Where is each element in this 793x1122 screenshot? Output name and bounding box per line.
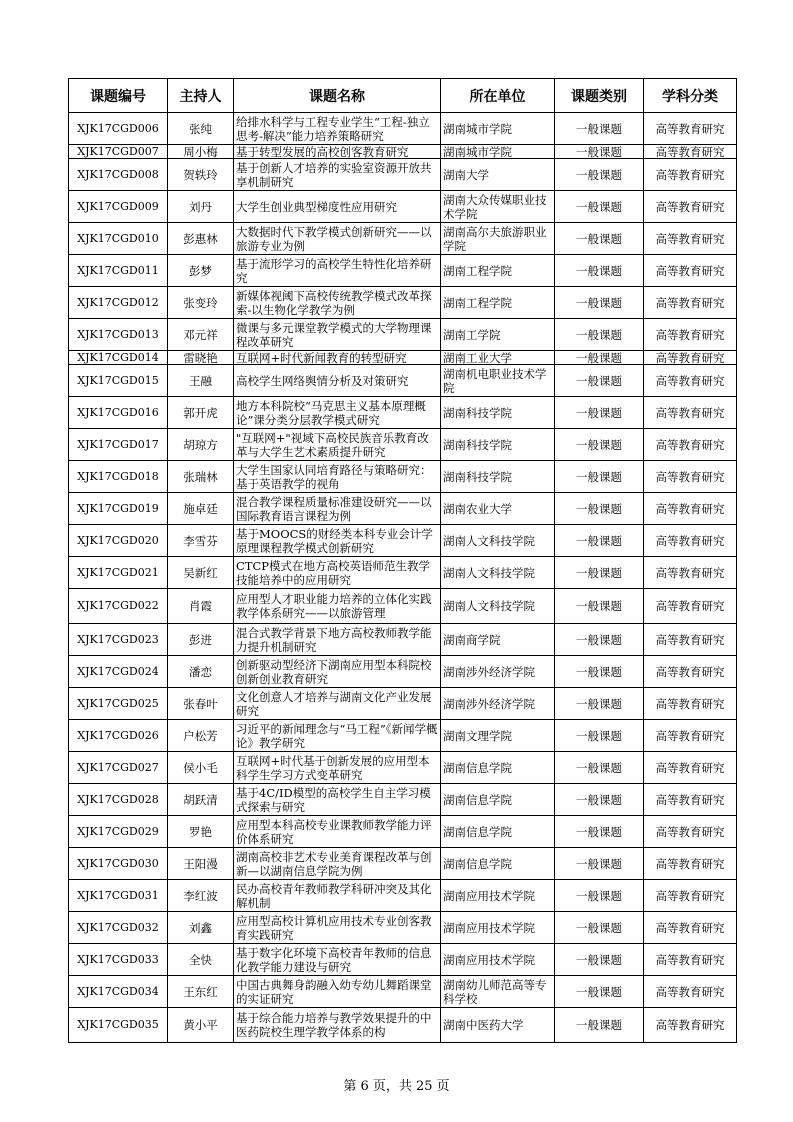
cell-discipline: 高等教育研究	[644, 880, 737, 912]
cell-title: 混合教学课程质量标准建设研究——以国际教育语言课程为例	[234, 493, 441, 525]
cell-unit: 湖南幼儿师范高等专科学校	[441, 976, 555, 1008]
cell-unit: 湖南涉外经济学院	[441, 656, 555, 688]
cell-code: XJK17CGD014	[69, 351, 168, 365]
cell-title: 基于数字化环境下高校青年教师的信息化教学能力建设与研究	[234, 944, 441, 976]
table-row	[69, 255, 737, 287]
cell-unit: 湖南高尔夫旅游职业学院	[441, 223, 555, 255]
table-row	[69, 191, 737, 223]
cell-unit: 湖南涉外经济学院	[441, 688, 555, 720]
table-row	[69, 113, 737, 145]
cell-title: 湖南高校非艺术专业美育课程改革与创新—以湖南信息学院为例	[234, 848, 441, 880]
cell-unit: 湖南人文科技学院	[441, 525, 555, 557]
table-row	[69, 880, 737, 912]
table-row	[69, 752, 737, 784]
cell-title: 基于MOOCS的财经类本科专业会计学原理课程教学模式创新研究	[234, 525, 441, 557]
cell-unit: 湖南应用技术学院	[441, 880, 555, 912]
cell-discipline: 高等教育研究	[644, 397, 737, 429]
cell-title: 应用型人才职业能力培养的立体化实践教学体系研究——以旅游管理	[234, 589, 441, 624]
cell-title: 基于创新人才培养的实验室资源开放共享机制研究	[234, 159, 441, 191]
cell-code: XJK17CGD034	[69, 976, 168, 1008]
cell-category: 一般课题	[555, 145, 644, 159]
cell-discipline: 高等教育研究	[644, 752, 737, 784]
cell-unit: 湖南机电职业技术学院	[441, 365, 555, 397]
cell-code: XJK17CGD010	[69, 223, 168, 255]
cell-host: 胡琼方	[168, 429, 234, 461]
cell-category: 一般课题	[555, 624, 644, 656]
cell-code: XJK17CGD017	[69, 429, 168, 461]
table-row	[69, 688, 737, 720]
cell-host: 王阳漫	[168, 848, 234, 880]
cell-category: 一般课题	[555, 397, 644, 429]
table-row	[69, 784, 737, 816]
header-code: 课题编号	[69, 79, 168, 113]
table-row	[69, 944, 737, 976]
table-row	[69, 493, 737, 525]
cell-host: 张变玲	[168, 287, 234, 319]
cell-host: 潘恋	[168, 656, 234, 688]
table-row	[69, 848, 737, 880]
cell-host: 肖霞	[168, 589, 234, 624]
cell-code: XJK17CGD020	[69, 525, 168, 557]
table-row	[69, 624, 737, 656]
cell-code: XJK17CGD009	[69, 191, 168, 223]
cell-unit: 湖南中医药大学	[441, 1008, 555, 1043]
cell-title: 应用型高校计算机应用技术专业创客教育实践研究	[234, 912, 441, 944]
header-host: 主持人	[168, 79, 234, 113]
cell-unit: 湖南信息学院	[441, 784, 555, 816]
cell-code: XJK17CGD035	[69, 1008, 168, 1043]
cell-unit: 湖南工业大学	[441, 351, 555, 365]
cell-host: 侯小毛	[168, 752, 234, 784]
cell-discipline: 高等教育研究	[644, 912, 737, 944]
cell-code: XJK17CGD028	[69, 784, 168, 816]
cell-host: 彭梦	[168, 255, 234, 287]
cell-host: 全快	[168, 944, 234, 976]
cell-code: XJK17CGD006	[69, 113, 168, 145]
cell-host: 刘鑫	[168, 912, 234, 944]
cell-title: "互联网+"视域下高校民族音乐教育改革与大学生艺术素质提升研究	[234, 429, 441, 461]
cell-unit: 湖南大众传媒职业技术学院	[441, 191, 555, 223]
project-table-container	[68, 78, 736, 1043]
cell-discipline: 高等教育研究	[644, 461, 737, 493]
cell-code: XJK17CGD022	[69, 589, 168, 624]
cell-category: 一般课题	[555, 720, 644, 752]
table-row	[69, 557, 737, 589]
cell-category: 一般课题	[555, 656, 644, 688]
cell-category: 一般课题	[555, 1008, 644, 1043]
cell-title: 地方本科院校“马克思主义基本原理概论”课分类分层教学模式研究	[234, 397, 441, 429]
cell-unit: 湖南应用技术学院	[441, 944, 555, 976]
cell-unit: 湖南人文科技学院	[441, 589, 555, 624]
cell-category: 一般课题	[555, 429, 644, 461]
cell-code: XJK17CGD030	[69, 848, 168, 880]
table-header-row	[69, 79, 737, 113]
cell-code: XJK17CGD012	[69, 287, 168, 319]
cell-unit: 湖南城市学院	[441, 113, 555, 145]
cell-category: 一般课题	[555, 688, 644, 720]
cell-discipline: 高等教育研究	[644, 720, 737, 752]
table-row	[69, 656, 737, 688]
table-row	[69, 589, 737, 624]
header-category: 课题类别	[555, 79, 644, 113]
cell-title: 混合式教学背景下地方高校教师教学能力提升机制研究	[234, 624, 441, 656]
cell-title: 新媒体视阈下高校传统教学模式改革探索-以生物化学教学为例	[234, 287, 441, 319]
cell-code: XJK17CGD026	[69, 720, 168, 752]
table-row	[69, 223, 737, 255]
cell-code: XJK17CGD033	[69, 944, 168, 976]
cell-host: 张春叶	[168, 688, 234, 720]
cell-code: XJK17CGD016	[69, 397, 168, 429]
cell-discipline: 高等教育研究	[644, 589, 737, 624]
cell-host: 贺轶玲	[168, 159, 234, 191]
cell-host: 王融	[168, 365, 234, 397]
table-row	[69, 912, 737, 944]
cell-title: 互联网+时代新闻教育的转型研究	[234, 351, 441, 365]
cell-unit: 湖南工程学院	[441, 255, 555, 287]
cell-code: XJK17CGD029	[69, 816, 168, 848]
cell-unit: 湖南商学院	[441, 624, 555, 656]
table-row	[69, 525, 737, 557]
cell-category: 一般课题	[555, 365, 644, 397]
cell-unit: 湖南文理学院	[441, 720, 555, 752]
cell-unit: 湖南大学	[441, 159, 555, 191]
cell-title: 大学生国家认同培育路径与策略研究：基于英语教学的视角	[234, 461, 441, 493]
cell-unit: 湖南应用技术学院	[441, 912, 555, 944]
cell-title: 大数据时代下教学模式创新研究——以旅游专业为例	[234, 223, 441, 255]
cell-category: 一般课题	[555, 752, 644, 784]
cell-host: 彭进	[168, 624, 234, 656]
cell-host: 吴新红	[168, 557, 234, 589]
header-title: 课题名称	[234, 79, 441, 113]
cell-title: 应用型本科高校专业课教师教学能力评价体系研究	[234, 816, 441, 848]
cell-host: 胡跃清	[168, 784, 234, 816]
table-row	[69, 976, 737, 1008]
cell-host: 户松芳	[168, 720, 234, 752]
cell-host: 张纯	[168, 113, 234, 145]
cell-title: 基于4C/ID模型的高校学生自主学习模式探索与研究	[234, 784, 441, 816]
cell-discipline: 高等教育研究	[644, 525, 737, 557]
cell-host: 刘丹	[168, 191, 234, 223]
cell-category: 一般课题	[555, 912, 644, 944]
cell-discipline: 高等教育研究	[644, 976, 737, 1008]
cell-host: 郭开虎	[168, 397, 234, 429]
cell-title: 高校学生网络舆情分析及对策研究	[234, 365, 441, 397]
cell-category: 一般课题	[555, 589, 644, 624]
cell-category: 一般课题	[555, 557, 644, 589]
cell-unit: 湖南农业大学	[441, 493, 555, 525]
table-row	[69, 816, 737, 848]
cell-discipline: 高等教育研究	[644, 113, 737, 145]
cell-title: 给排水科学与工程专业学生“工程-独立思考-解决”能力培养策略研究	[234, 113, 441, 145]
cell-code: XJK17CGD025	[69, 688, 168, 720]
cell-title: 基于转型发展的高校创客教育研究	[234, 145, 441, 159]
cell-host: 周小梅	[168, 145, 234, 159]
cell-code: XJK17CGD018	[69, 461, 168, 493]
cell-discipline: 高等教育研究	[644, 493, 737, 525]
cell-title: 文化创意人才培养与湖南文化产业发展研究	[234, 688, 441, 720]
table-row	[69, 287, 737, 319]
cell-discipline: 高等教育研究	[644, 429, 737, 461]
cell-discipline: 高等教育研究	[644, 784, 737, 816]
table-row	[69, 720, 737, 752]
cell-unit: 湖南人文科技学院	[441, 557, 555, 589]
cell-unit: 湖南城市学院	[441, 145, 555, 159]
cell-title: CTCP模式在地方高校英语师范生教学技能培养中的应用研究	[234, 557, 441, 589]
cell-host: 雷晓艳	[168, 351, 234, 365]
cell-discipline: 高等教育研究	[644, 255, 737, 287]
cell-discipline: 高等教育研究	[644, 848, 737, 880]
cell-discipline: 高等教育研究	[644, 159, 737, 191]
cell-code: XJK17CGD032	[69, 912, 168, 944]
cell-category: 一般课题	[555, 461, 644, 493]
cell-unit: 湖南信息学院	[441, 752, 555, 784]
cell-category: 一般课题	[555, 944, 644, 976]
cell-discipline: 高等教育研究	[644, 624, 737, 656]
cell-host: 张瑞林	[168, 461, 234, 493]
cell-host: 彭惠林	[168, 223, 234, 255]
cell-title: 大学生创业典型梯度性应用研究	[234, 191, 441, 223]
cell-unit: 湖南工程学院	[441, 287, 555, 319]
cell-discipline: 高等教育研究	[644, 557, 737, 589]
cell-title: 创新驱动型经济下湖南应用型本科院校创新创业教育研究	[234, 656, 441, 688]
table-row	[69, 1008, 737, 1043]
cell-discipline: 高等教育研究	[644, 191, 737, 223]
table-row	[69, 461, 737, 493]
cell-discipline: 高等教育研究	[644, 319, 737, 351]
cell-category: 一般课题	[555, 848, 644, 880]
table-row	[69, 429, 737, 461]
page-footer: 第 6 页，共 25 页	[343, 1079, 450, 1094]
cell-title: 互联网+时代基于创新发展的应用型本科学生学习方式变革研究	[234, 752, 441, 784]
table-row	[69, 351, 737, 365]
header-discipline: 学科分类	[644, 79, 737, 113]
cell-category: 一般课题	[555, 255, 644, 287]
table-row	[69, 159, 737, 191]
cell-title: 微课与多元课堂教学模式的大学物理课程改革研究	[234, 319, 441, 351]
table-row	[69, 397, 737, 429]
cell-code: XJK17CGD031	[69, 880, 168, 912]
cell-code: XJK17CGD019	[69, 493, 168, 525]
cell-code: XJK17CGD015	[69, 365, 168, 397]
cell-category: 一般课题	[555, 159, 644, 191]
cell-unit: 湖南信息学院	[441, 816, 555, 848]
cell-title: 基于综合能力培养与教学效果提升的中医药院校生理学教学体系的构	[234, 1008, 441, 1043]
cell-unit: 湖南科技学院	[441, 397, 555, 429]
cell-title: 习近平的新闻理念与“马工程”《新闻学概论》教学研究	[234, 720, 441, 752]
cell-code: XJK17CGD007	[69, 145, 168, 159]
cell-host: 邓元祥	[168, 319, 234, 351]
cell-unit: 湖南信息学院	[441, 848, 555, 880]
project-table	[68, 78, 737, 1043]
cell-category: 一般课题	[555, 784, 644, 816]
cell-code: XJK17CGD011	[69, 255, 168, 287]
cell-discipline: 高等教育研究	[644, 656, 737, 688]
cell-code: XJK17CGD013	[69, 319, 168, 351]
cell-discipline: 高等教育研究	[644, 223, 737, 255]
cell-title: 民办高校青年教师教学科研冲突及其化解机制	[234, 880, 441, 912]
cell-title: 中国古典舞身韵融入幼专幼儿舞蹈课堂的实证研究	[234, 976, 441, 1008]
cell-unit: 湖南科技学院	[441, 429, 555, 461]
table-row	[69, 319, 737, 351]
cell-host: 王东红	[168, 976, 234, 1008]
cell-unit: 湖南工学院	[441, 319, 555, 351]
cell-discipline: 高等教育研究	[644, 688, 737, 720]
cell-category: 一般课题	[555, 223, 644, 255]
cell-discipline: 高等教育研究	[644, 351, 737, 365]
cell-category: 一般课题	[555, 525, 644, 557]
cell-discipline: 高等教育研究	[644, 287, 737, 319]
cell-category: 一般课题	[555, 493, 644, 525]
cell-discipline: 高等教育研究	[644, 944, 737, 976]
cell-code: XJK17CGD008	[69, 159, 168, 191]
cell-code: XJK17CGD021	[69, 557, 168, 589]
cell-category: 一般课题	[555, 816, 644, 848]
cell-category: 一般课题	[555, 351, 644, 365]
cell-discipline: 高等教育研究	[644, 365, 737, 397]
cell-unit: 湖南科技学院	[441, 461, 555, 493]
cell-code: XJK17CGD027	[69, 752, 168, 784]
cell-category: 一般课题	[555, 191, 644, 223]
cell-code: XJK17CGD023	[69, 624, 168, 656]
cell-category: 一般课题	[555, 113, 644, 145]
cell-code: XJK17CGD024	[69, 656, 168, 688]
cell-category: 一般课题	[555, 880, 644, 912]
cell-title: 基于流形学习的高校学生特性化培养研究	[234, 255, 441, 287]
cell-host: 李红波	[168, 880, 234, 912]
table-row	[69, 145, 737, 159]
cell-category: 一般课题	[555, 319, 644, 351]
cell-discipline: 高等教育研究	[644, 145, 737, 159]
cell-host: 罗艳	[168, 816, 234, 848]
cell-host: 李雪芬	[168, 525, 234, 557]
cell-category: 一般课题	[555, 976, 644, 1008]
table-row	[69, 365, 737, 397]
cell-category: 一般课题	[555, 287, 644, 319]
cell-discipline: 高等教育研究	[644, 816, 737, 848]
cell-host: 施卓廷	[168, 493, 234, 525]
header-unit: 所在单位	[441, 79, 555, 113]
cell-host: 黄小平	[168, 1008, 234, 1043]
cell-discipline: 高等教育研究	[644, 1008, 737, 1043]
